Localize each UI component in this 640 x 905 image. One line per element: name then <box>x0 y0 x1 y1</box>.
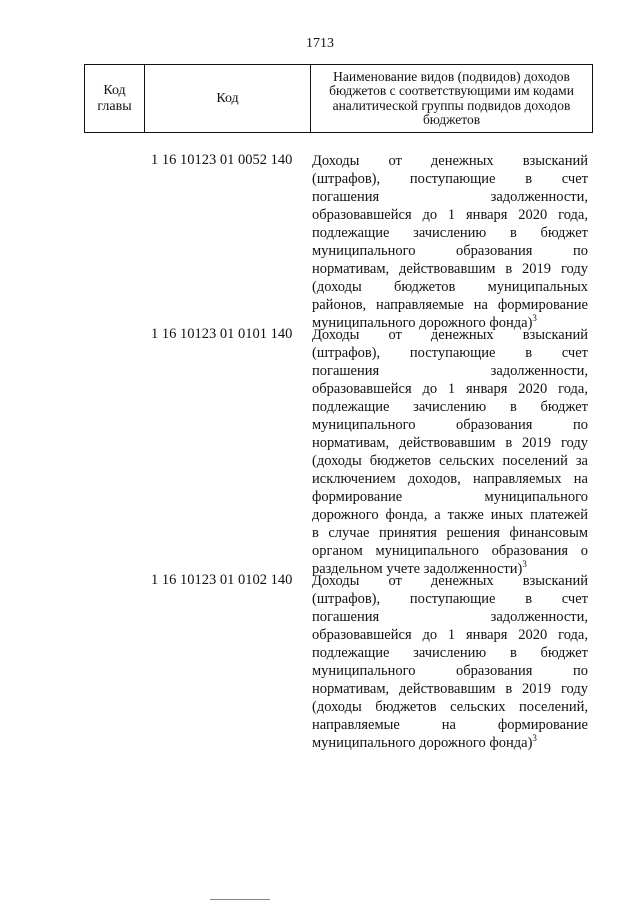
page-number: 1713 <box>306 36 334 51</box>
income-description <box>312 326 588 578</box>
description-line: погашения задолженности, <box>312 189 588 205</box>
description-line: (доходы бюджетов сельских поселений, <box>312 699 588 715</box>
description-line: направляемые на формирование <box>312 717 588 733</box>
description-line: районов, направляемые на формирование <box>312 297 588 313</box>
description-line: исключением доходов, направляемых на <box>312 471 588 487</box>
header-income-name: Наименование видов (подвидов) доходов бюджетов с соответствующими им кодами аналитической группы подвидов доходов бюджетов <box>329 68 574 127</box>
description-line: (доходы бюджетов сельских поселений за <box>312 453 588 469</box>
description-line: дорожного фонда, а также иных платежей <box>312 507 588 523</box>
description-line: формирование муниципального <box>312 489 588 505</box>
description-line: подлежащие зачислению в бюджет <box>312 225 588 241</box>
description-line: в случае принятия решения финансовым <box>312 525 588 541</box>
income-description <box>312 572 588 752</box>
description-line: образовавшейся до 1 января 2020 года, <box>312 207 588 223</box>
income-code: 1 16 10123 01 0052 140 <box>151 152 293 168</box>
header-code: Код <box>145 65 311 132</box>
footnote-marker: 3 <box>522 559 527 570</box>
income-description <box>312 152 588 332</box>
income-code: 1 16 10123 01 0101 140 <box>151 326 293 342</box>
description-line: нормативам, действовавшим в 2019 году <box>312 435 588 451</box>
description-line: муниципального образования по <box>312 417 588 433</box>
description-line: муниципального дорожного фонда)$^3$ <box>312 313 537 331</box>
description-line: (штрафов), поступающие в счет <box>312 591 588 607</box>
description-line: муниципального дорожного фонда)$^3$ <box>312 733 537 751</box>
description-line: образовавшейся до 1 января 2020 года, <box>312 627 588 643</box>
description-line: муниципального образования по <box>312 243 588 259</box>
description-line: погашения задолженности, <box>312 609 588 625</box>
footer-divider <box>210 899 270 900</box>
description-line: Доходы от денежных взысканий <box>312 573 588 589</box>
income-code: 1 16 10123 01 0102 140 <box>151 572 293 588</box>
description-line: нормативам, действовавшим в 2019 году <box>312 261 588 277</box>
table-header <box>84 64 593 133</box>
description-line: (доходы бюджетов муниципальных <box>312 279 588 295</box>
description-line: Доходы от денежных взысканий <box>312 327 588 343</box>
description-line: образовавшейся до 1 января 2020 года, <box>312 381 588 397</box>
description-line: муниципального образования по <box>312 663 588 679</box>
footnote-marker: 3 <box>532 313 537 324</box>
description-line: органом муниципального образования о <box>312 543 588 559</box>
description-line: подлежащие зачислению в бюджет <box>312 645 588 661</box>
footnote-marker: 3 <box>532 733 537 744</box>
description-line: Доходы от денежных взысканий <box>312 153 588 169</box>
description-line: (штрафов), поступающие в счет <box>312 345 588 361</box>
description-line: (штрафов), поступающие в счет <box>312 171 588 187</box>
header-chapter-code: Код главы <box>85 65 145 132</box>
description-line: нормативам, действовавшим в 2019 году <box>312 681 588 697</box>
description-line: погашения задолженности, <box>312 363 588 379</box>
description-line: подлежащие зачислению в бюджет <box>312 399 588 415</box>
description-line: раздельном учете задолженности)$^3$ <box>312 559 527 577</box>
